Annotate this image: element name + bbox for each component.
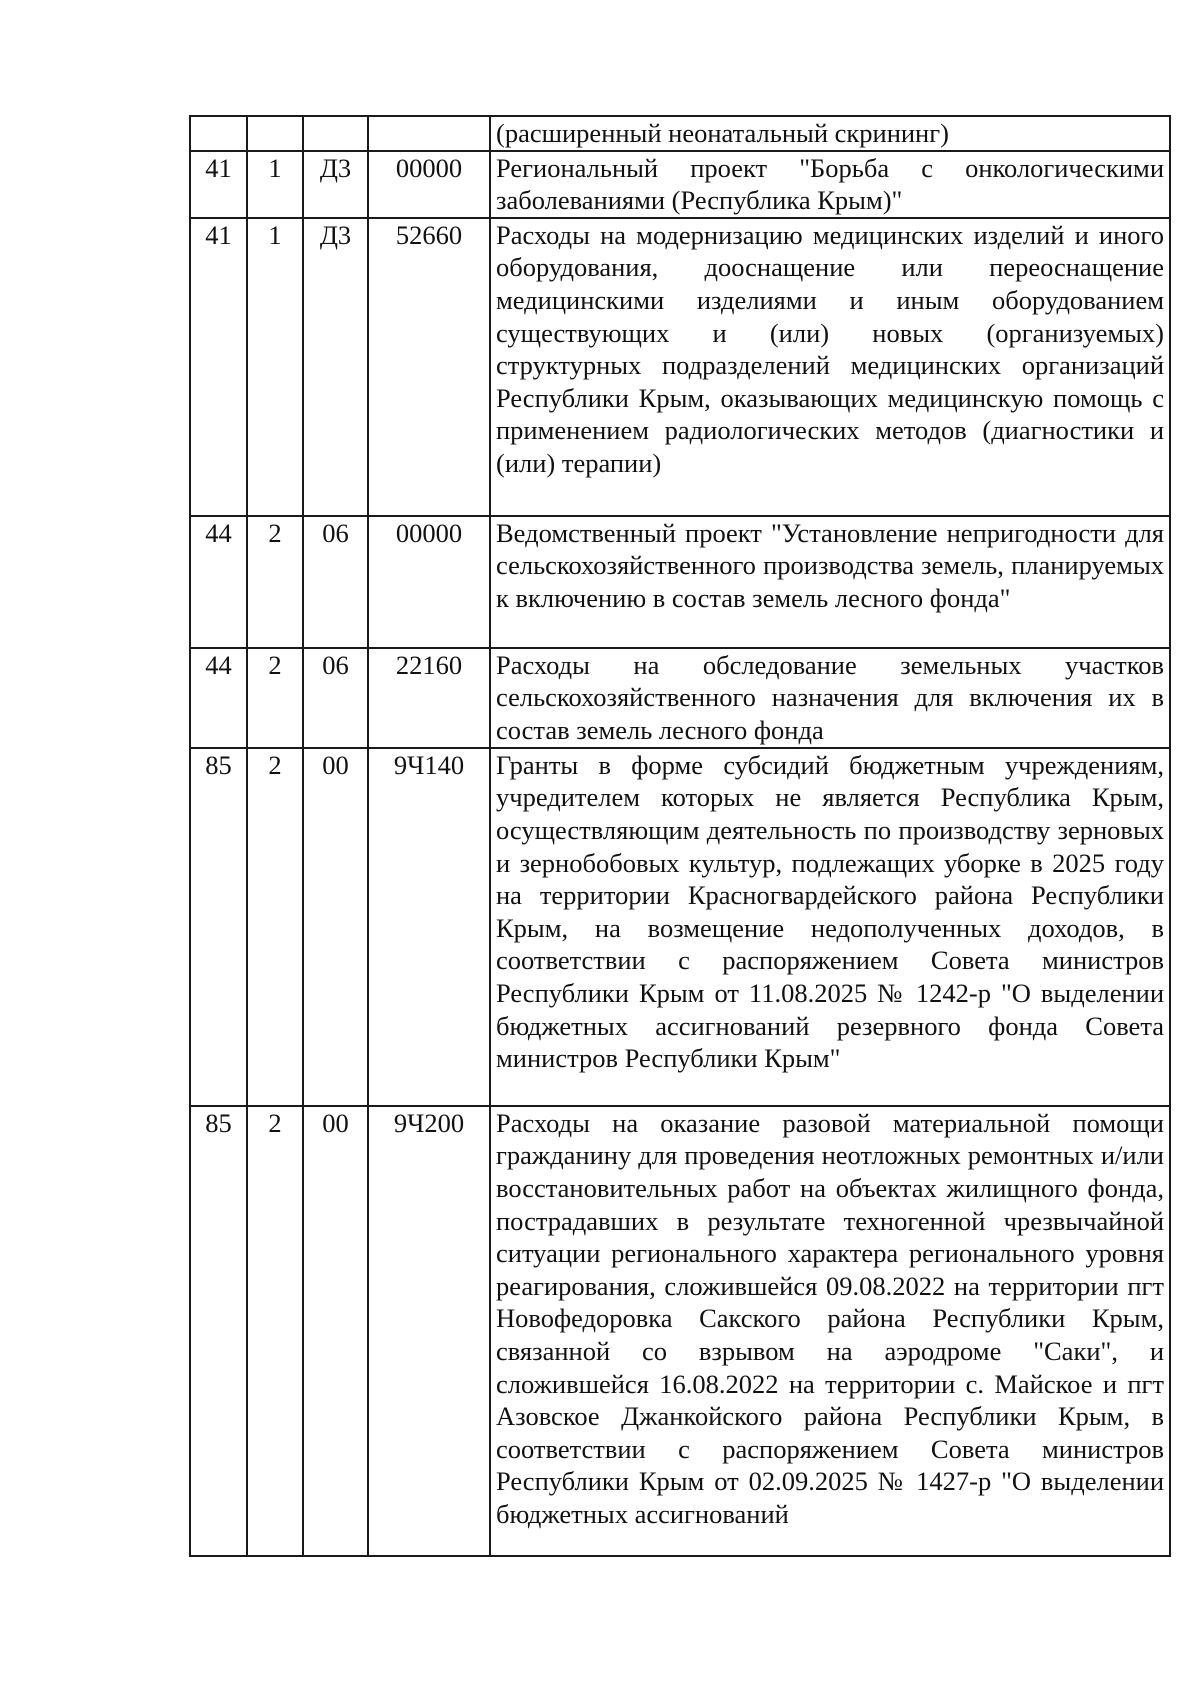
- cell-code-1: 44: [190, 648, 247, 748]
- cell-code-1: 85: [190, 748, 247, 1106]
- cell-description: Расходы на модернизацию медицинских изделий и иного оборудования, дооснащение или переоснащение медицинскими изделиями и иным оборудованием существующих и (или) новых (организуемых) структурных подразделений медицинских организаций Республики Крым, оказывающих медицинскую помощь с применением радиологических методов (диагностики и (или) терапии): [490, 218, 1170, 516]
- cell-description: Расходы на оказание разовой материальной помощи гражданину для проведения неотложных ремонтных и/или восстановительных работ на объектах жилищного фонда, пострадавших в результате техногенной чрезвычайной ситуации регионального характера регионального уровня реагирования, сложившейся 09.08.2022 на территории пгт Новофедоровка Сакского района Республики Крым, связанной со взрывом на аэродроме "Саки", и сложившейся 16.08.2022 на территории с. Майское и пгт Азовское Джанкойского района Республики Крым, в соответствии с распоряжением Совета министров Республики Крым от 02.09.2025 № 1427-р "О выделении бюджетных ассигнований: [490, 1106, 1170, 1556]
- cell-code-1: [190, 116, 247, 151]
- table-row: [190, 748, 1170, 1106]
- cell-code-4: 9Ч200: [368, 1106, 490, 1556]
- cell-code-4: 52660: [368, 218, 490, 516]
- cell-code-3: Д3: [303, 151, 368, 218]
- table-row: [190, 516, 1170, 648]
- cell-code-3: 00: [303, 748, 368, 1106]
- cell-code-3: 00: [303, 1106, 368, 1556]
- cell-description: Региональный проект "Борьба с онкологическими заболеваниями (Республика Крым)": [490, 151, 1170, 218]
- cell-code-2: 2: [247, 748, 303, 1106]
- cell-code-4: 00000: [368, 516, 490, 648]
- cell-code-4: 00000: [368, 151, 490, 218]
- cell-code-4: 9Ч140: [368, 748, 490, 1106]
- cell-description: Гранты в форме субсидий бюджетным учреждениям, учредителем которых не является Республика Крым, осуществляющим деятельность по производству зерновых и зернобобовых культур, подлежащих уборке в 2025 году на территории Красногвардейского района Республики Крым, на возмещение недополученных доходов, в соответствии с распоряжением Совета министров Республики Крым от 11.08.2025 № 1242-р "О выделении бюджетных ассигнований резервного фонда Совета министров Республики Крым": [490, 748, 1170, 1106]
- cell-description: Расходы на обследование земельных участков сельскохозяйственного назначения для включения их в состав земель лесного фонда: [490, 648, 1170, 748]
- cell-code-1: 41: [190, 218, 247, 516]
- cell-code-2: [247, 116, 303, 151]
- cell-description: (расширенный неонатальный скрининг): [490, 116, 1170, 151]
- cell-code-2: 1: [247, 151, 303, 218]
- cell-code-3: Д3: [303, 218, 368, 516]
- table-row: [190, 648, 1170, 748]
- cell-description: Ведомственный проект "Установление непригодности для сельскохозяйственного производства земель, планируемых к включению в состав земель лесного фонда": [490, 516, 1170, 648]
- cell-code-2: 1: [247, 218, 303, 516]
- cell-code-1: 41: [190, 151, 247, 218]
- cell-code-3: 06: [303, 648, 368, 748]
- table-row: [190, 151, 1170, 218]
- cell-code-1: 85: [190, 1106, 247, 1556]
- budget-codes-table: [189, 115, 1171, 1557]
- cell-code-1: 44: [190, 516, 247, 648]
- cell-code-3: 06: [303, 516, 368, 648]
- cell-code-2: 2: [247, 516, 303, 648]
- table-row: [190, 218, 1170, 516]
- table-row: [190, 1106, 1170, 1556]
- table-row-continuation: [190, 116, 1170, 151]
- cell-code-2: 2: [247, 648, 303, 748]
- cell-code-2: 2: [247, 1106, 303, 1556]
- cell-code-4: [368, 116, 490, 151]
- cell-code-4: 22160: [368, 648, 490, 748]
- cell-code-3: [303, 116, 368, 151]
